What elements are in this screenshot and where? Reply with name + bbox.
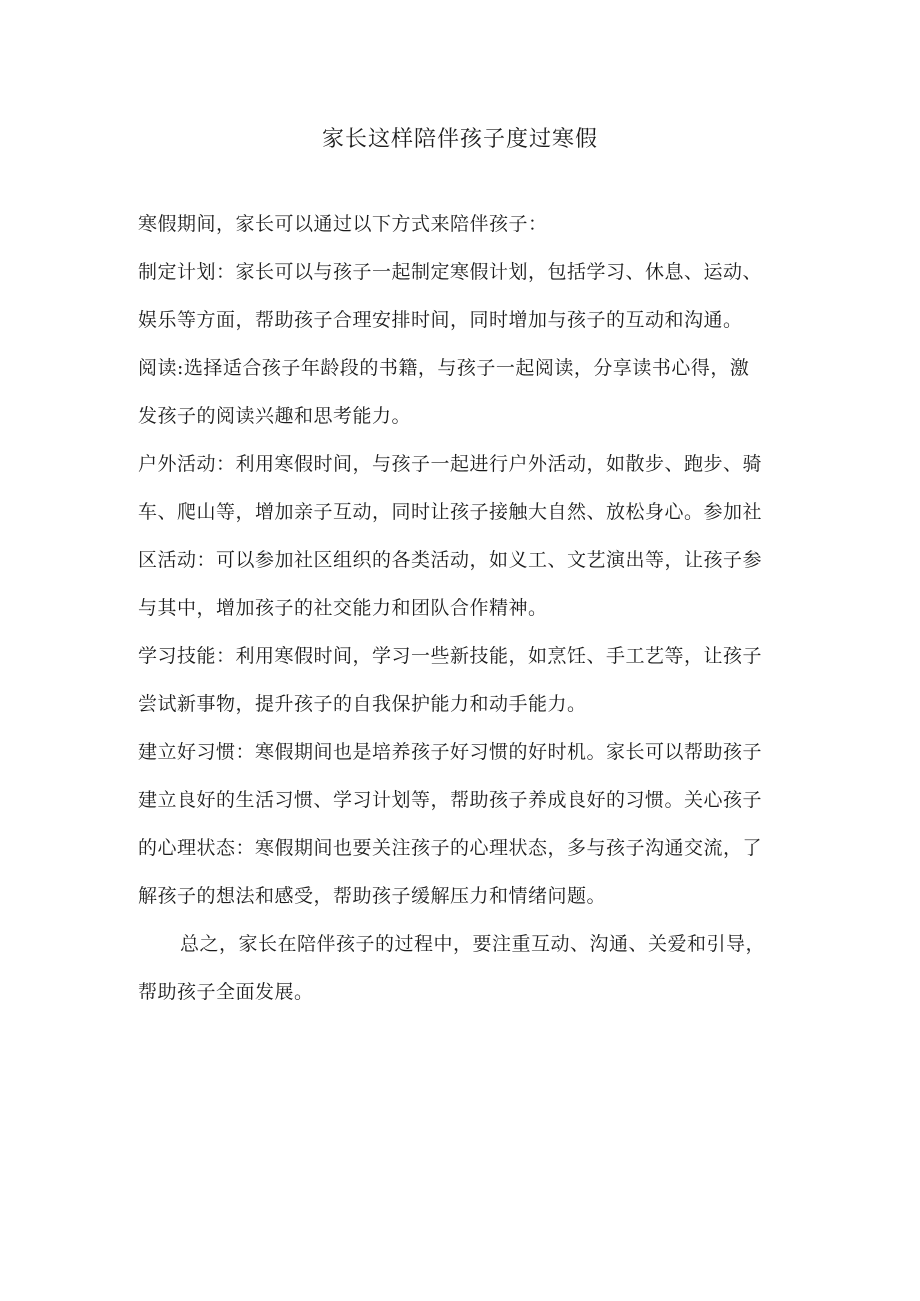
text-line: 区活动：可以参加社区组织的各类活动，如义工、文艺演出等，让孩子参 xyxy=(138,549,763,571)
text-line: 娱乐等方面，帮助孩子合理安排时间，同时增加与孩子的互动和沟通。 xyxy=(138,309,743,331)
text-line: 阅读:选择适合孩子年龄段的书籍，与孩子一起阅读，分享读书心得，激 xyxy=(138,357,750,379)
text-line: 建立好习惯：寒假期间也是培养孩子好习惯的好时机。家长可以帮助孩子 xyxy=(138,741,763,763)
document-body xyxy=(138,200,806,1016)
text-line: 帮助孩子全面发展。 xyxy=(138,981,314,1003)
summary-line: 总之，家长在陪伴孩子的过程中，要注重互动、沟通、关爱和引导， xyxy=(180,933,766,955)
text-line: 制定计划：家长可以与孩子一起制定寒假计划，包括学习、休息、运动、 xyxy=(138,261,763,283)
text-line: 寒假期间，家长可以通过以下方式来陪伴孩子： xyxy=(138,213,548,235)
text-line: 建立良好的生活习惯、学习计划等，帮助孩子养成良好的习惯。关心孩子 xyxy=(138,789,763,811)
text-line: 解孩子的想法和感受，帮助孩子缓解压力和情绪问题。 xyxy=(138,885,607,907)
document-title: 家长这样陪伴孩子度过寒假 xyxy=(321,127,598,152)
text-line: 学习技能：利用寒假时间，学习一些新技能，如烹饪、手工艺等，让孩子 xyxy=(138,645,763,667)
text-line: 尝试新事物，提升孩子的自我保护能力和动手能力。 xyxy=(138,693,587,715)
text-line: 与其中，增加孩子的社交能力和团队合作精神。 xyxy=(138,597,548,619)
text-line: 发孩子的阅读兴趣和思考能力。 xyxy=(138,405,412,427)
text-line: 户外活动：利用寒假时间，与孩子一起进行户外活动，如散步、跑步、骑 xyxy=(138,453,763,475)
text-line: 的心理状态：寒假期间也要关注孩子的心理状态，多与孩子沟通交流，了 xyxy=(138,837,763,859)
text-line: 车、爬山等，增加亲子互动，同时让孩子接触大自然、放松身心。参加社 xyxy=(138,501,763,523)
